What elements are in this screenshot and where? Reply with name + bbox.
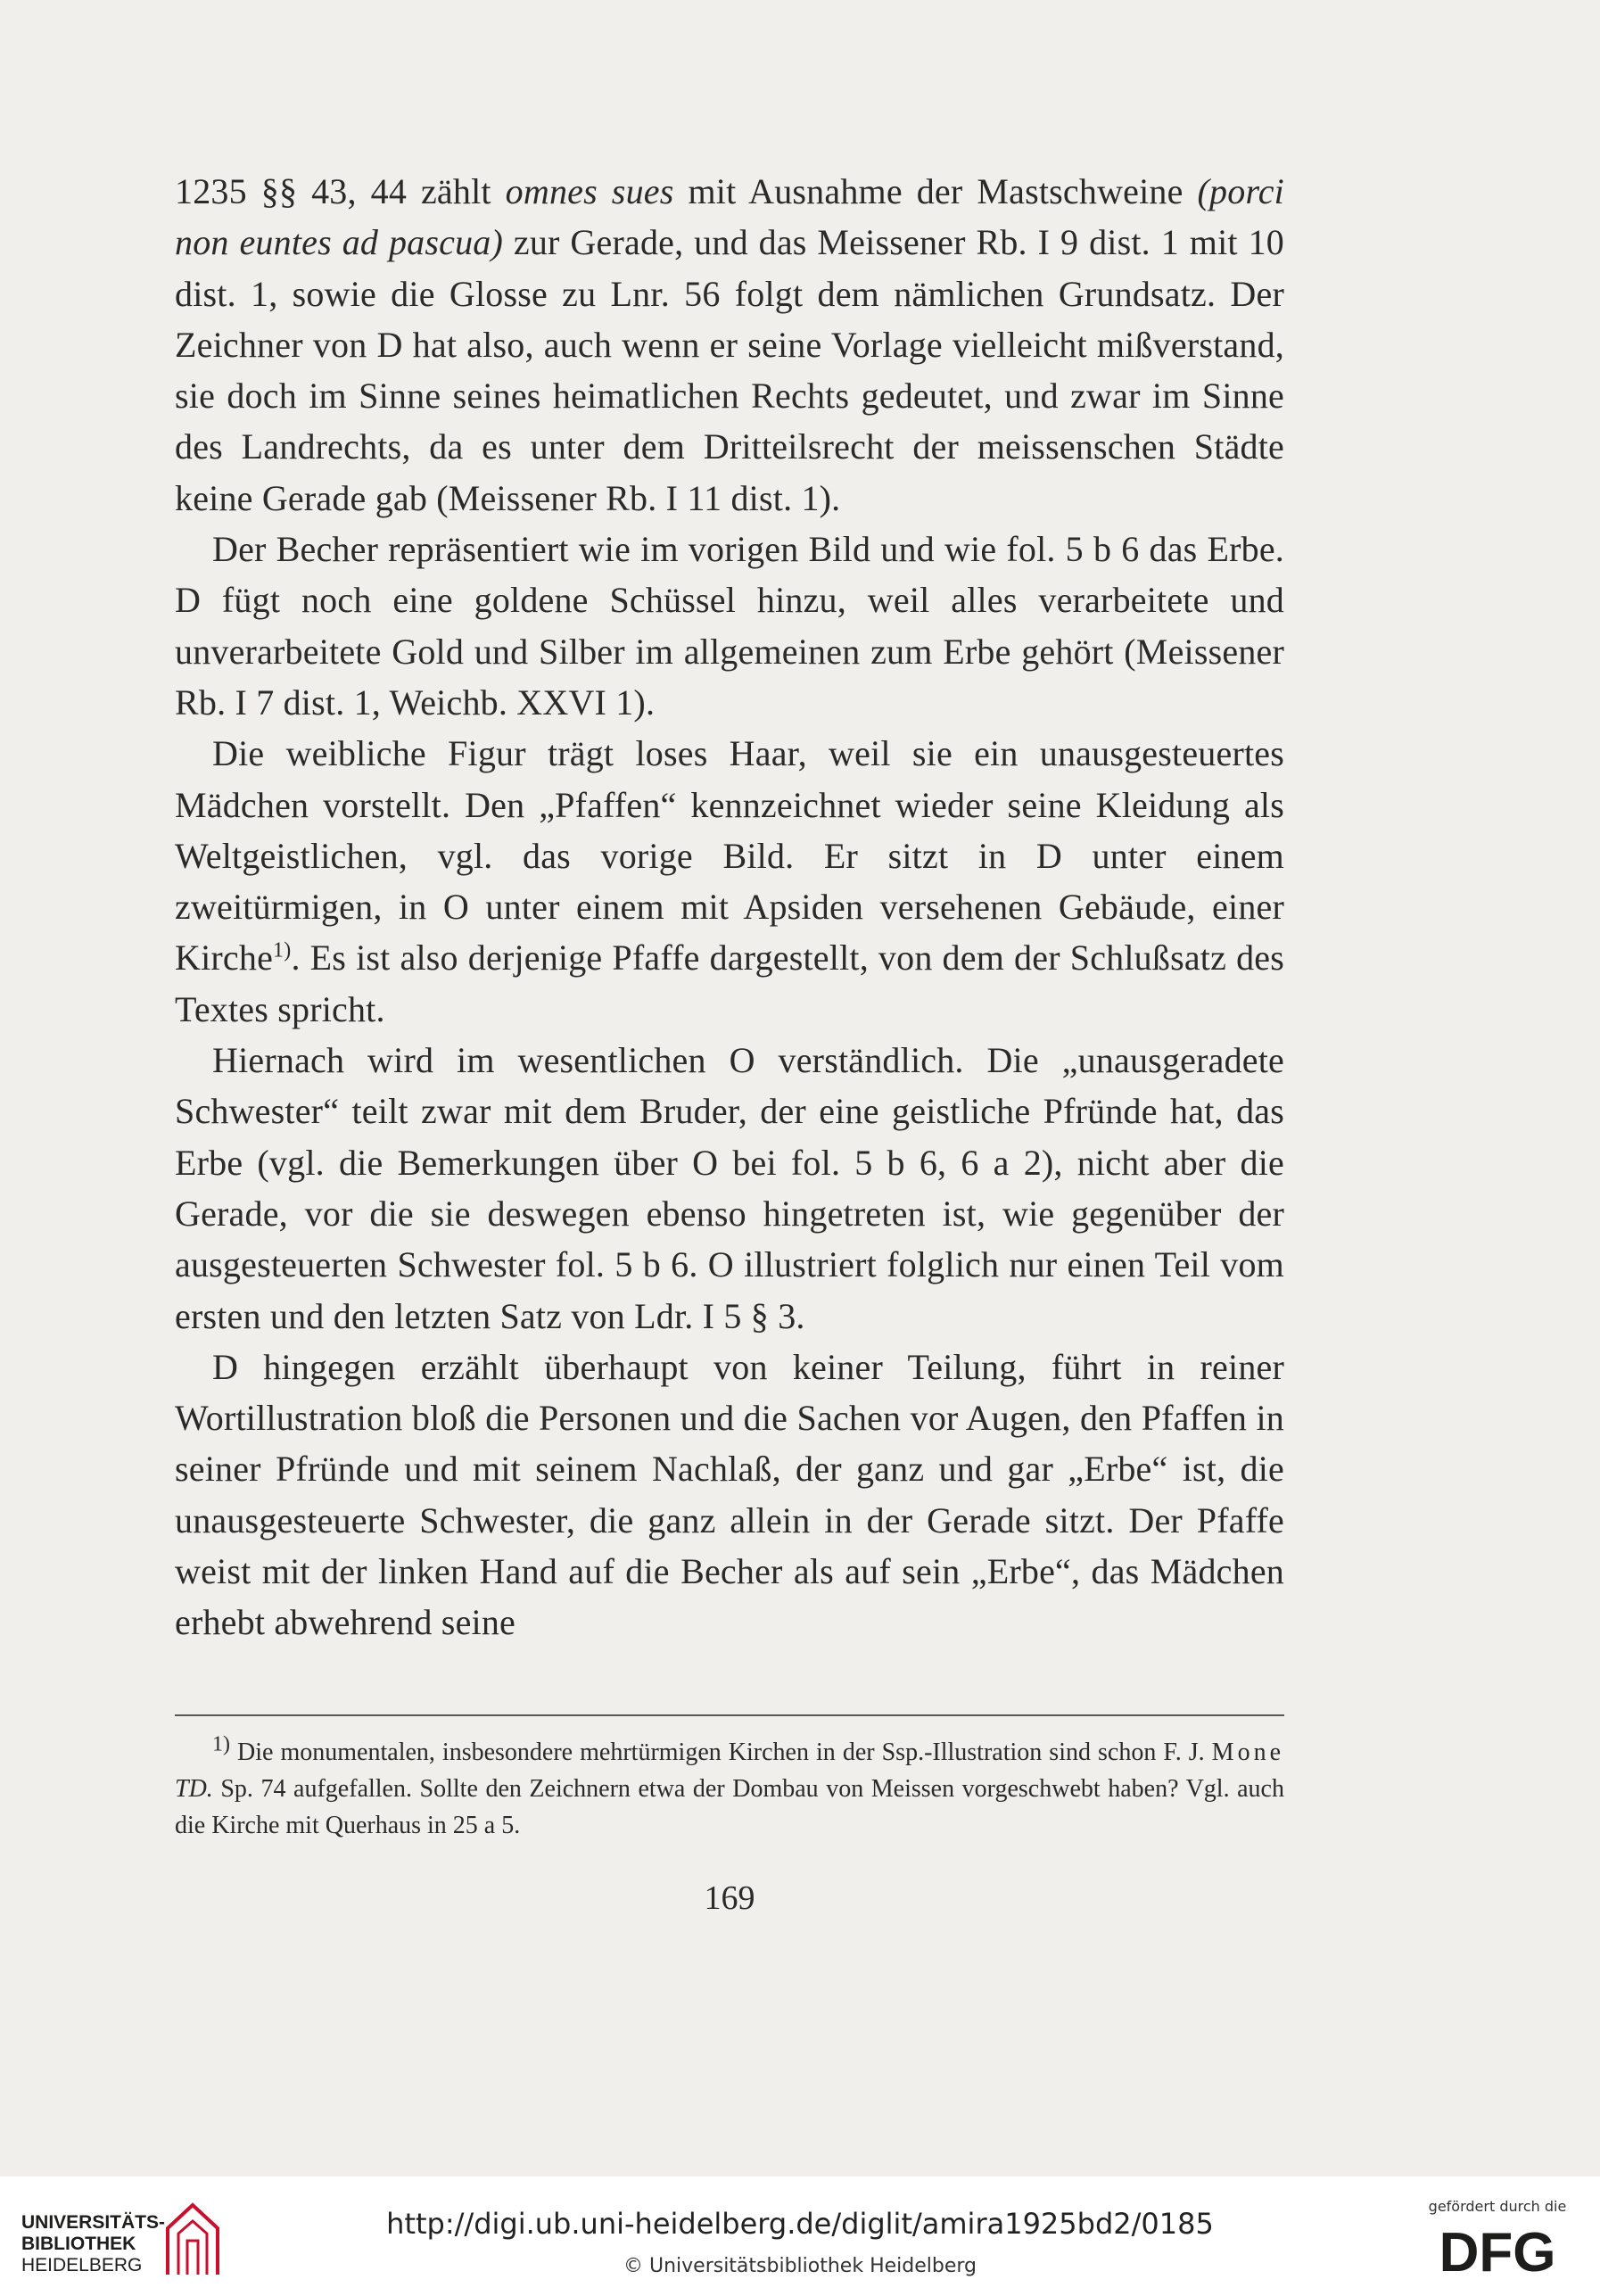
page-number: 169 <box>704 1879 755 1917</box>
footnote-mark: 1) <box>212 1732 230 1756</box>
dfg-logo-icon[interactable] <box>1422 2221 1573 2278</box>
work-title: TD. <box>175 1775 213 1803</box>
paragraph-3 <box>175 728 1284 1035</box>
author-name: Mone <box>1211 1739 1284 1766</box>
footnote-divider <box>175 1714 1284 1716</box>
latin-term: (porci non euntes ad pascua) <box>175 171 1285 263</box>
library-name-line: BIBLIOTHEK <box>21 2234 136 2254</box>
paragraph-4: Hiernach wird im wesentlichen O verständlich. Die „unausgeradete Schwester“ teilt zwar mit dem Bruder, der eine geistliche Pfründe hat, das Erbe (vgl. die Bemerkungen über O bei fol. 5 b 6, 6 a 2), nicht aber die Gerade, vor die sie deswegen ebenso hingetreten ist, wie gegenüber der ausgesteuerten Schwester fol. 5 b 6. O illustriert folglich nur einen Teil vom ersten und den letzten Satz von Ldr. I 5 § 3. <box>175 1040 1284 1336</box>
text-run: 1235 §§ 43, 44 zählt <box>175 171 506 211</box>
paragraph-1 <box>175 166 1284 524</box>
latin-term: omnes sues <box>505 171 674 211</box>
copyright-notice: © Universitätsbibliothek Heidelberg <box>623 2255 977 2277</box>
library-name-line: UNIVERSITÄTS- <box>21 2212 166 2233</box>
paragraph-2: Der Becher repräsentiert wie im vorigen Bild und wie fol. 5 b 6 das Erbe. D fügt noch eine goldene Schüssel hinzu, weil alles verarbeitete und unverarbeitete Gold und Silber im allgemeinen zum Erbe gehört (Meissener Rb. I 7 dist. 1, Weichb. XXVI 1). <box>175 529 1284 723</box>
permalink-url[interactable]: http://digi.ub.uni-heidelberg.de/diglit/amira1925bd2/0185 <box>386 2207 1214 2241</box>
text-run: mit Ausnahme der Mastschweine <box>673 171 1198 211</box>
footnote-reference[interactable]: 1) <box>273 939 292 963</box>
text-run: Sp. 74 aufgefallen. Sollte den Zeichnern etwa der Dombau von Meissen vorgeschwebt haben? Vgl. auch die Kirche mit Querhaus in 25 a 5. <box>175 1775 1284 1839</box>
footnote <box>175 1734 1284 1844</box>
text-run: . Es ist also derjenige Pfaffe dargestellt, von dem der Schlußsatz des Textes spricht. <box>175 937 1284 1029</box>
funding-label: gefördert durch die <box>1428 2198 1567 2215</box>
viewer-footer <box>0 2176 1600 2296</box>
text-run: zur Gerade, und das Meissener Rb. I 9 dist. 1 mit 10 dist. 1, sowie die Glosse zu Lnr. 56 folgt dem nämlichen Grundsatz. Der Zeichner von D hat also, auch wenn er seine Vorlage vielleicht mißverstand, sie doch im Sinne seines heimatlichen Rechts gedeutet, und zwar im Sinne des Landrechts, da es unter dem Dritteilsrecht der meissenschen Städte keine Gerade gab (Meissener Rb. I 11 dist. 1). <box>175 222 1284 518</box>
library-name-line: HEIDELBERG <box>21 2255 143 2275</box>
dfg-logo-text: DFG <box>1439 2222 1556 2278</box>
paragraph-5: D hingegen erzählt überhaupt von keiner Teilung, führt in reiner Wortillustration bloß die Personen und die Sachen vor Augen, den Pfaffen in seiner Pfründe und mit seinem Nachlaß, der ganz und gar „Erbe“ ist, die unausgesteuerte Schwester, die ganz allein in der Gerade sitzt. Der Pfaffe weist mit der linken Hand auf die Becher als auf sein „Erbe“, das Mädchen erhebt abwehrend seine <box>175 1346 1284 1643</box>
text-run: Die monumentalen, insbesondere mehrtürmigen Kirchen in der Ssp.-Illustration sind schon F. J. <box>230 1739 1212 1766</box>
body-text <box>175 166 1284 1648</box>
text-run: Die weibliche Figur trägt loses Haar, weil sie ein unausgesteuertes Mädchen vorstellt. Den „Pfaffen“ kennzeichnet wieder seine Kleidung als Weltgeistlichen, vgl. das vorige Bild. Er sitzt in D unter einem zweitürmigen, in O unter einem mit Apsiden versehenen Gebäude, einer Kirche <box>175 733 1284 979</box>
